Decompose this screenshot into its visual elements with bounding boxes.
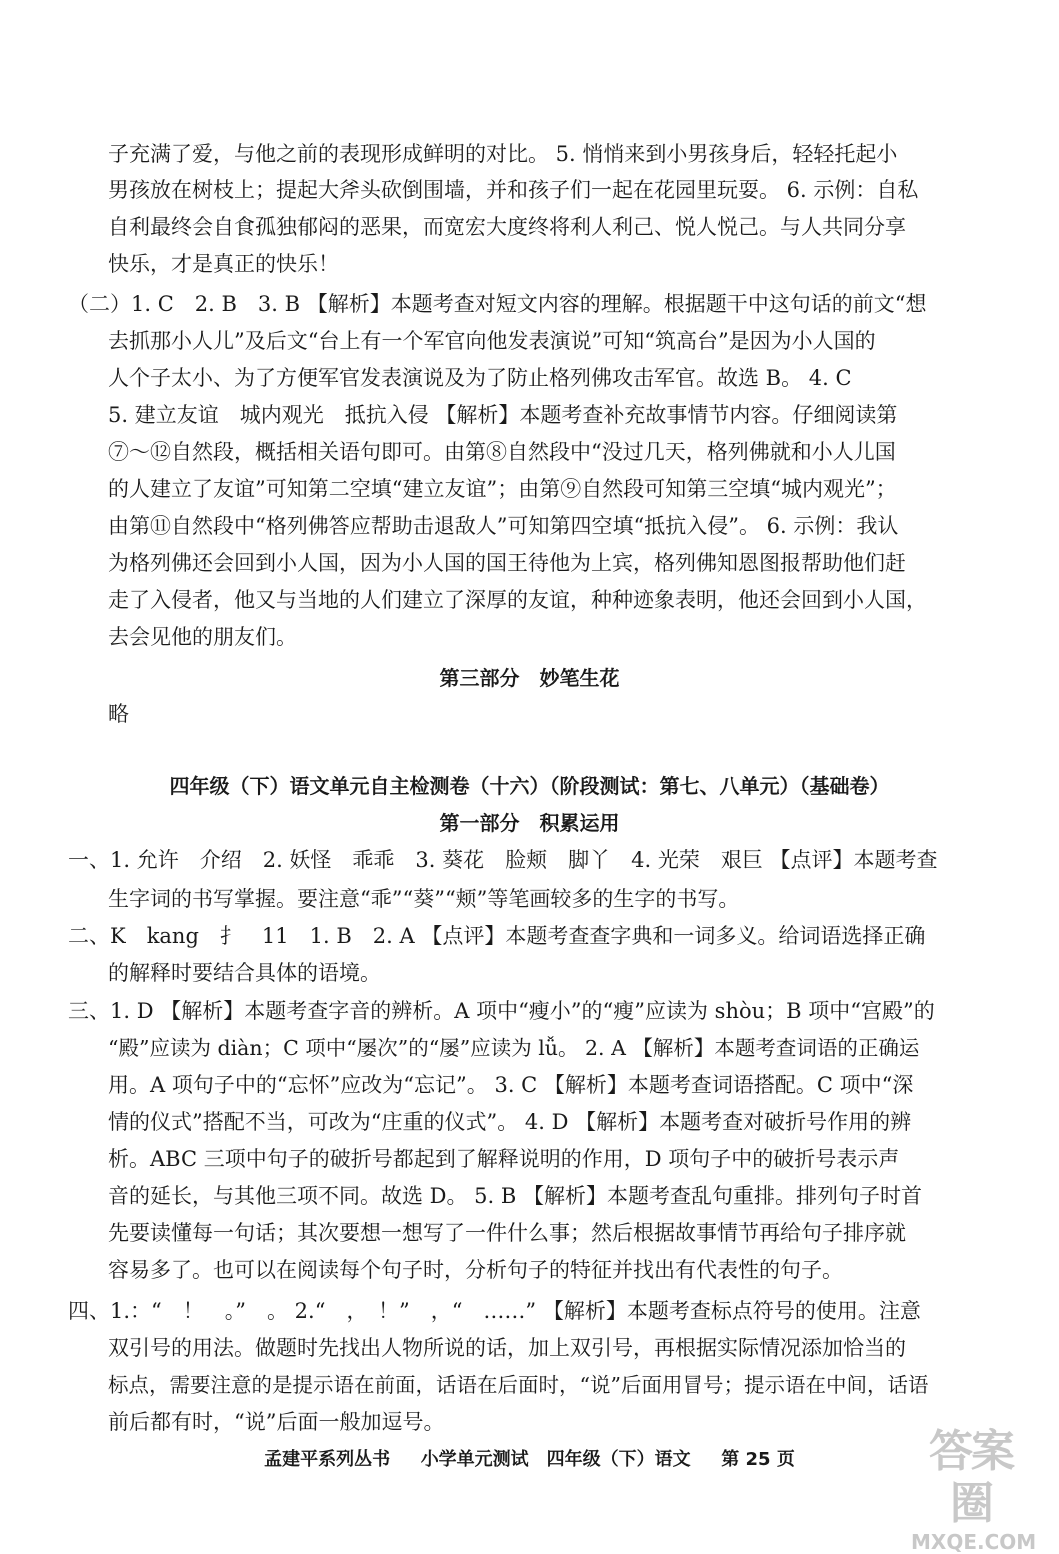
text-line: 去会见他的朋友们。 xyxy=(108,625,297,649)
watermark-text: 答案圈 xyxy=(929,1426,1013,1529)
text-line: 的人建立了友谊”可知第二空填“建立友谊”；由第⑨自然段可知第三空填“城内观光”； xyxy=(108,477,897,501)
text-line: 音的延长，与其他三项不同。故选 D。 5. B 【解析】本题考查乱句重排。排列句子时首 xyxy=(108,1184,923,1208)
footer-book: 小学单元测试 四年级（下）语文 xyxy=(420,1449,691,1470)
text-line: 前后都有时，“说”后面一般加逗号。 xyxy=(108,1410,445,1434)
text-line: 人个子太小、为了方便军官发表演说及为了防止格列佛攻击军官。故选 B。 4. C xyxy=(108,366,852,390)
text-line: 男孩放在树枝上；提起大斧头砍倒围墙，并和孩子们一起在花园里玩耍。 6. 示例：自私 xyxy=(108,178,919,202)
text-line: 略 xyxy=(108,702,129,726)
watermark-logo xyxy=(911,1426,1037,1554)
text-line: 双引号的用法。做题时先找出人物所说的话，加上双引号，再根据实际情况添加恰当的 xyxy=(108,1336,906,1360)
text-line: 四、1.：“ ！ 。” 。 2.“ ， ！” ，“ ……” 【解析】本题考查标点符号的使用。注意 xyxy=(68,1299,921,1323)
footer-series: 孟建平系列丛书 xyxy=(264,1449,391,1470)
footer-page-prefix: 第 xyxy=(721,1449,740,1470)
text-line: 生字词的书写掌握。要注意“乖”“葵”“颊”等笔画较多的生字的书写。 xyxy=(108,887,740,911)
text-line: 快乐，才是真正的快乐！ xyxy=(108,252,339,276)
text-line: 标点，需要注意的是提示语在前面，话语在后面时，“说”后面用冒号；提示语在中间，话语 xyxy=(108,1373,929,1397)
watermark-url: MXQE.COM xyxy=(911,1530,1037,1554)
text-line: 走了入侵者，他又与当地的人们建立了深厚的友谊，种种迹象表明，他还会回到小人国， xyxy=(108,588,927,612)
text-line: 析。ABC 三项中句子的破折号都起到了解释说明的作用，D 项句子中的破折号表示声 xyxy=(108,1147,900,1171)
text-line: ⑦～⑫自然段，概括相关语句即可。由第⑧自然段中“没过几天，格列佛就和小人儿国 xyxy=(108,440,896,464)
text-line: 情的仪式”搭配不当，可改为“庄重的仪式”。 4. D 【解析】本题考查对破折号作用的辨 xyxy=(108,1110,912,1134)
text-line: 去抓那小人儿”及后文“台上有一个军官向他发表演说”可知“筑高台”是因为小人国的 xyxy=(108,329,876,353)
text-line: 一、1. 允许 介绍 2. 妖怪 乖乖 3. 葵花 脸颊 脚丫 4. 光荣 艰巨 【点评】本题考查 xyxy=(68,848,938,872)
text-line: 子充满了爱，与他之前的表现形成鲜明的对比。 5. 悄悄来到小男孩身后，轻轻托起小 xyxy=(108,142,898,166)
text-line: 5. 建立友谊 城内观光 抵抗入侵 【解析】本题考查补充故事情节内容。仔细阅读第 xyxy=(108,403,898,427)
text-line: 二、K kang 扌 11 1. B 2. A 【点评】本题考查查字典和一词多义。给词语选择正确 xyxy=(68,924,926,948)
text-line: （二）1. C 2. B 3. B 【解析】本题考查对短文内容的理解。根据题干中这句话的前文“想 xyxy=(68,292,927,316)
page-footer xyxy=(0,1445,1059,1475)
text-line: 三、1. D 【解析】本题考查字音的辨析。A 项中“瘦小”的“瘦”应读为 shòu；B 项中“宫殿”的 xyxy=(68,999,935,1023)
text-line: 为格列佛还会回到小人国，因为小人国的国王待他为上宾，格列佛知恩图报帮助他们赶 xyxy=(108,551,906,575)
text-line: 容易多了。也可以在阅读每个句子时，分析句子的特征并找出有代表性的句子。 xyxy=(108,1258,843,1282)
text-line: 的解释时要结合具体的语境。 xyxy=(108,961,381,985)
section-heading: 第三部分 妙笔生花 xyxy=(439,666,620,690)
text-line: 用。A 项句子中的“忘怀”应改为“忘记”。 3. C 【解析】本题考查词语搭配。C 项中“深 xyxy=(108,1073,914,1097)
text-line: “殿”应读为 diàn；C 项中“屡次”的“屡”应读为 lǚ。 2. A 【解析】本题考查词语的正确运 xyxy=(108,1036,920,1060)
text-line: 自利最终会自食孤独郁闷的恶果，而宽宏大度终将利人利己、悦人悦己。与人共同分享 xyxy=(108,215,906,239)
test-title: 四年级（下）语文单元自主检测卷（十六）（阶段测试：第七、八单元）（基础卷） xyxy=(169,774,890,798)
text-line: 先要读懂每一句话；其次要想一想写了一件什么事；然后根据故事情节再给句子排序就 xyxy=(108,1221,906,1245)
page-number: 25 xyxy=(745,1449,771,1470)
footer-page-suffix: 页 xyxy=(776,1449,795,1470)
section-heading: 第一部分 积累运用 xyxy=(439,811,620,835)
text-line: 由第⑪自然段中“格列佛答应帮助击退敌人”可知第四空填“抵抗入侵”。 6. 示例：我认 xyxy=(108,514,899,538)
